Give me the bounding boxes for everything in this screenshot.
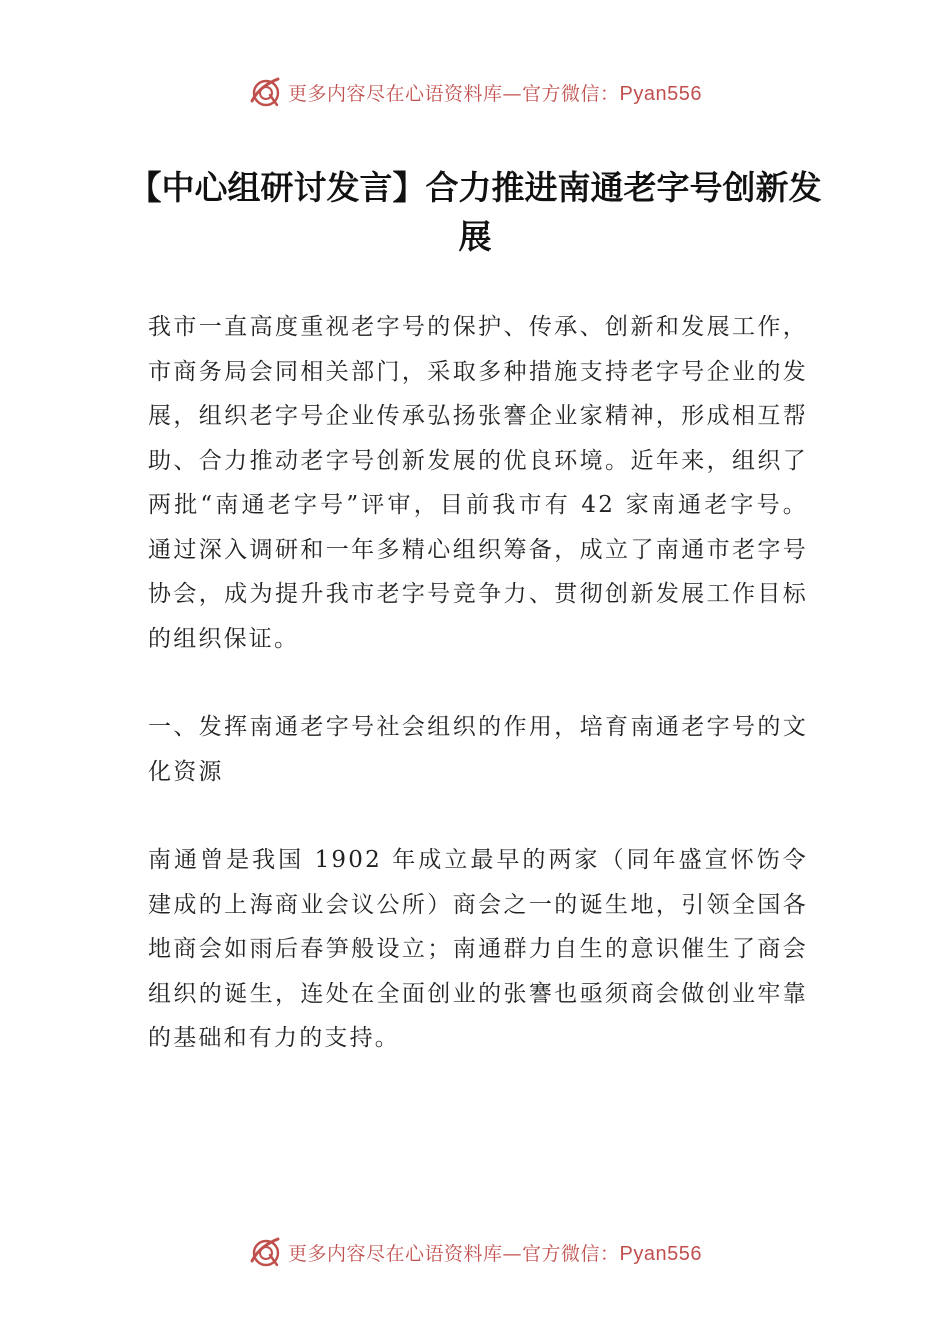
watermark-text: [288, 1239, 702, 1266]
watermark-separator: —: [502, 82, 523, 105]
document-body: [148, 305, 808, 1061]
brand-logo-icon: [248, 1235, 282, 1269]
footer-watermark-banner: [0, 1232, 950, 1272]
watermark-text: [288, 79, 702, 106]
paragraph-history: 南通曾是我国 1902 年成立最早的两家（同年盛宣怀饬令建成的上海商业会议公所）商会之一的诞生地，引领全国各地商会如雨后春笋般设立；南通群力自生的意识催生了商会组织的诞生，连处在全面创业的张謇也亟须商会做创业牢靠的基础和有力的支持。: [148, 847, 808, 1051]
watermark-label: 官方微信：: [522, 82, 620, 105]
section-heading-1: 一、发挥南通老字号社会组织的作用，培育南通老字号的文化资源: [148, 714, 808, 785]
brand-logo-icon: [248, 75, 282, 109]
watermark-label: 官方微信：: [522, 1242, 620, 1265]
watermark-slogan: 更多内容尽在心语资料库: [288, 1242, 503, 1265]
header-watermark-banner: [0, 72, 950, 112]
watermark-account: Pyan556: [619, 82, 702, 105]
paragraph-intro: 我市一直高度重视老字号的保护、传承、创新和发展工作，市商务局会同相关部门，采取多种措施支持老字号企业的发展，组织老字号企业传承弘扬张謇企业家精神，形成相互帮助、合力推动老字号创新发展的优良环境。近年来，组织了两批“南通老字号”评审，目前我市有 42 家南通老字号。通过深入调研和一年多精心组织筹备，成立了南通市老字号协会，成为提升我市老字号竞争力、贯彻创新发展工作目标的组织保证。: [148, 314, 808, 652]
watermark-account: Pyan556: [619, 1242, 702, 1265]
watermark-slogan: 更多内容尽在心语资料库: [288, 82, 503, 105]
watermark-separator: —: [502, 1242, 523, 1265]
document-title: 【中心组研讨发言】合力推进南通老字号创新发展: [128, 168, 822, 256]
